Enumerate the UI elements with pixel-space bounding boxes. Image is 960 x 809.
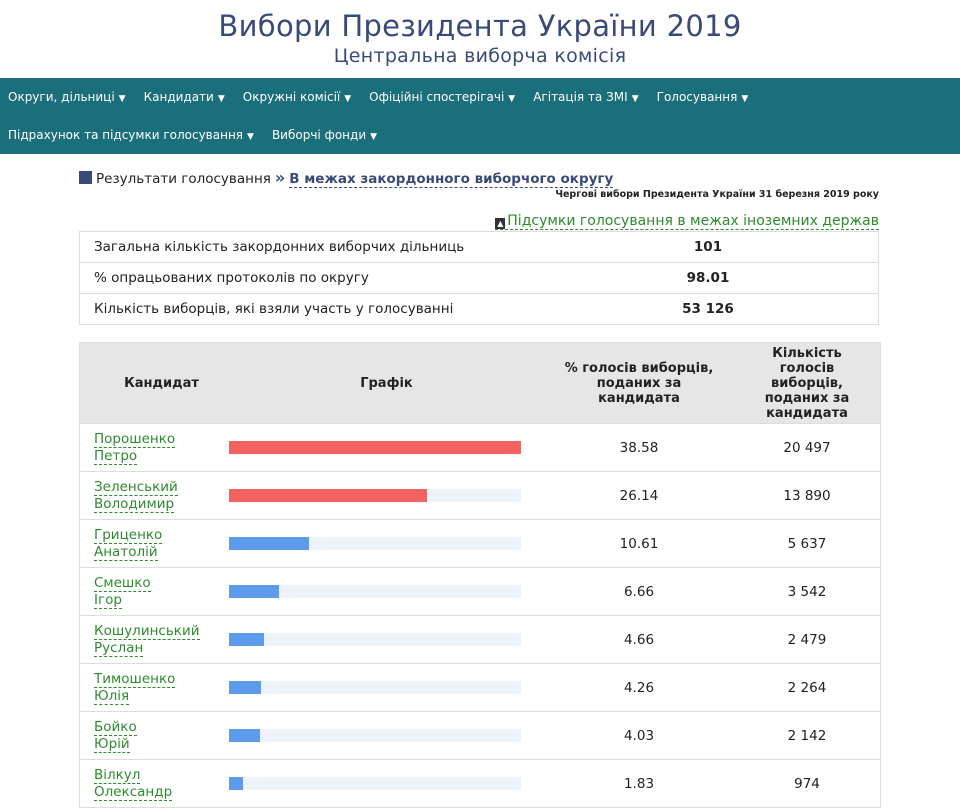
breadcrumb-current-link[interactable]: В межах закордонного виборчого округу [289,171,614,187]
caret-down-icon: ▼ [344,94,352,104]
candidate-graph-cell [229,616,544,664]
vote-share-bar [229,489,427,502]
candidate-firstname: Петро [94,447,138,464]
vote-count: 2 264 [734,664,881,712]
nav-item-voting[interactable] [657,90,749,104]
results-body [80,424,881,808]
candidate-firstname: Олександр [94,783,173,800]
vote-count: 20 497 [734,424,881,472]
vote-pct: 4.03 [544,712,734,760]
candidate-link[interactable] [94,479,178,513]
candidate-name-cell [80,424,230,472]
candidate-name-cell [80,664,230,712]
candidate-name-cell [80,616,230,664]
candidate-row [80,712,881,760]
nav-item-label: Голосування [656,90,738,104]
main-nav [0,78,960,154]
candidate-graph-cell [229,520,544,568]
candidate-row [80,760,881,808]
nav-item-districts[interactable] [8,90,126,104]
nav-item-label: Окружні комісії [242,90,341,104]
candidate-link[interactable] [94,431,175,465]
vote-share-bar [229,777,243,790]
candidate-link[interactable] [94,671,175,705]
nav-item-funds[interactable] [272,128,377,142]
nav-item-label: Округи, дільниці [8,90,115,104]
candidate-row [80,616,881,664]
candidate-name-cell [80,472,230,520]
vote-pct: 6.66 [544,568,734,616]
candidate-firstname: Юрій [94,735,130,752]
candidate-name-cell [80,760,230,808]
bar-track [229,729,521,742]
breadcrumb-root: Результати голосування [96,171,271,187]
candidate-graph-cell [229,664,544,712]
candidate-graph-cell [229,760,544,808]
vote-share-bar [229,729,260,742]
candidate-surname: Порошенко [94,430,176,447]
column-header-count: Кількість голосів виборців, поданих за кандидата [734,343,881,424]
stats-row [80,294,879,325]
column-header-pct: % голосів виборців, поданих за кандидата [544,343,734,424]
candidate-row [80,472,881,520]
vote-pct: 4.26 [544,664,734,712]
square-icon [79,171,92,184]
vote-share-bar [229,585,279,598]
page-header [0,0,960,78]
caret-down-icon: ▼ [217,94,225,104]
election-date: Чергові вибори Президента України 31 березня 2019 року [555,189,879,200]
column-header-graph: Графік [229,343,544,424]
nav-item-results[interactable] [8,128,254,142]
candidate-link[interactable] [94,575,151,609]
candidate-firstname: Володимир [94,495,175,512]
candidate-firstname: Юлія [94,687,130,704]
vote-count: 2 142 [734,712,881,760]
candidate-firstname: Анатолій [94,543,158,560]
candidate-surname: Смешко [94,574,151,591]
nav-item-label: Агітація та ЗМІ [533,90,628,104]
vote-share-bar [229,633,264,646]
caret-down-icon: ▼ [741,94,749,104]
candidate-surname: Тимошенко [94,670,176,687]
caret-down-icon: ▼ [508,94,516,104]
breadcrumb-separator: » [274,168,286,187]
results-table [79,342,881,808]
vote-pct: 10.61 [544,520,734,568]
nav-item-label: Виборчі фонди [271,128,367,142]
bar-track [229,489,521,502]
foreign-summary-label: Підсумки голосування в межах іноземних держав [507,213,879,229]
candidate-link[interactable] [94,527,162,561]
vote-count: 974 [734,760,881,808]
candidate-row [80,520,881,568]
candidate-link[interactable] [94,719,137,753]
stats-label: % опрацьованих протоколів по округу [80,263,619,294]
vote-pct: 1.83 [544,760,734,808]
foreign-summary-link[interactable] [495,213,879,230]
candidate-row [80,424,881,472]
stats-label: Загальна кількість закордонних виборчих дільниць [80,232,619,263]
nav-item-label: Офіційні спостерігачі [369,90,505,104]
nav-item-commissions[interactable] [243,90,351,104]
vote-count: 13 890 [734,472,881,520]
nav-item-media[interactable] [533,90,638,104]
page-subtitle: Центральна виборча комісія [333,45,627,67]
stats-value: 53 126 [618,294,879,325]
bar-track [229,633,521,646]
vote-pct: 38.58 [544,424,734,472]
candidate-surname: Гриценко [94,526,163,543]
vote-share-bar [229,681,261,694]
stats-row [80,232,879,263]
nav-item-observers[interactable] [369,90,515,104]
breadcrumb [79,168,613,187]
caret-down-icon: ▼ [118,94,126,104]
candidate-graph-cell [229,712,544,760]
stats-value: 98.01 [618,263,879,294]
bar-track [229,441,521,454]
caret-down-icon: ▼ [631,94,639,104]
page-title: Вибори Президента України 2019 [218,9,742,43]
candidate-name-cell [80,520,230,568]
vote-share-bar [229,441,521,454]
caret-down-icon: ▼ [370,132,378,142]
candidate-name-cell [80,568,230,616]
stats-table [79,231,879,325]
candidate-surname: Зеленський [94,478,178,495]
vote-count: 3 542 [734,568,881,616]
nav-item-candidates[interactable] [144,90,225,104]
nav-row-1 [0,78,960,116]
candidate-graph-cell [229,424,544,472]
candidate-surname: Вілкул [94,766,141,783]
vote-pct: 26.14 [544,472,734,520]
nav-item-label: Кандидати [143,90,214,104]
nav-row-2 [0,116,960,154]
candidate-firstname: Руслан [94,639,144,656]
column-header-candidate: Кандидат [80,343,230,424]
stats-label: Кількість виборців, які взяли участь у голосуванні [80,294,619,325]
results-header-row [80,343,881,424]
document-icon: ▲ [497,219,504,228]
candidate-graph-cell [229,472,544,520]
vote-count: 5 637 [734,520,881,568]
candidate-link[interactable] [94,623,200,657]
candidate-firstname: Ігор [94,591,122,608]
candidate-surname: Кошулинський [94,622,200,639]
candidate-link[interactable] [94,767,172,801]
bar-track [229,537,521,550]
bar-track [229,585,521,598]
nav-item-label: Підрахунок та підсумки голосування [8,128,244,142]
candidate-surname: Бойко [94,718,137,735]
candidate-row [80,664,881,712]
stats-value: 101 [618,232,879,263]
vote-count: 2 479 [734,616,881,664]
candidate-graph-cell [229,568,544,616]
bar-track [229,681,521,694]
stats-row [80,263,879,294]
candidate-name-cell [80,712,230,760]
caret-down-icon: ▼ [247,132,254,142]
bar-track [229,777,521,790]
candidate-row [80,568,881,616]
vote-pct: 4.66 [544,616,734,664]
vote-share-bar [229,537,309,550]
